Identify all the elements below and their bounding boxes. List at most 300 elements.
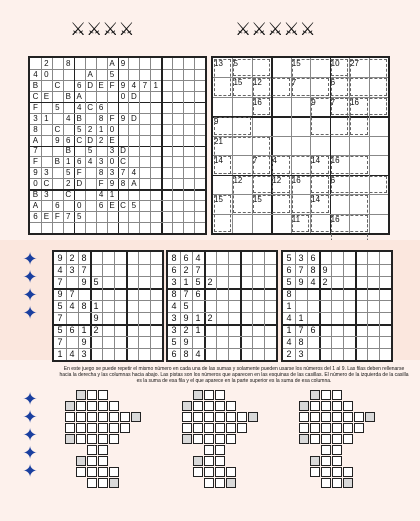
killer-clue: 11: [291, 214, 301, 224]
kakuro-cell[interactable]: [76, 412, 86, 422]
grid-cell-value: F: [33, 102, 38, 112]
kakuro-cell[interactable]: [321, 401, 331, 411]
kakuro-cell[interactable]: [299, 412, 309, 422]
grid-cell-value: B: [54, 157, 61, 167]
grid-cell-value: 6: [76, 80, 82, 90]
grid-cell-value: 2: [286, 348, 292, 359]
grid-cell-value: A: [32, 135, 39, 145]
kakuro-cell[interactable]: [310, 401, 320, 411]
killer-clue: 16: [252, 97, 262, 107]
kakuro-clue-cell: [343, 478, 353, 488]
kakuro-cell[interactable]: [321, 412, 331, 422]
grid-line: [204, 252, 206, 360]
grid-cell-value: 1: [195, 312, 201, 323]
grid-cell-value: 9: [55, 135, 60, 145]
kakuro-cell[interactable]: [109, 412, 119, 422]
kakuro-cell[interactable]: [215, 467, 225, 477]
grid-line: [343, 252, 344, 360]
grid-cell-value: 6: [171, 348, 177, 359]
kakuro-cell[interactable]: [237, 423, 247, 433]
grid-cell-value: 0: [109, 157, 115, 167]
killer-cage: [350, 98, 367, 135]
grid-cell-value: 7: [66, 212, 71, 222]
grid-line: [102, 252, 103, 360]
grid-cell-value: 4: [87, 157, 93, 167]
killer-clue: 27: [350, 59, 360, 68]
grid-cell-value: 8: [81, 300, 87, 311]
kakuro-cell[interactable]: [215, 478, 225, 488]
kakuro-cell[interactable]: [193, 434, 203, 444]
grid-cell-value: 9: [322, 264, 328, 275]
grid-cell-value: 3: [298, 348, 304, 359]
killer-cage: [331, 59, 348, 76]
grid-cell-value: A: [109, 58, 115, 68]
grid-cell-value: 2: [183, 264, 189, 275]
grid-cell-value: 8: [171, 288, 177, 299]
grid-line: [228, 252, 229, 360]
grid-cell-value: 5: [286, 252, 292, 263]
kakuro-cell[interactable]: [120, 412, 130, 422]
kakuro-cell[interactable]: [204, 423, 214, 433]
kakuro-cell[interactable]: [87, 478, 97, 488]
grid-cell-value: 4: [195, 348, 201, 359]
grid-line: [54, 312, 162, 313]
kakuro-cell[interactable]: [215, 423, 225, 433]
grid-cell-value: F: [109, 113, 115, 123]
killer-clue: 16: [291, 175, 301, 185]
grid-cell-value: 6: [195, 288, 201, 299]
grid-cell-value: 4: [286, 336, 292, 347]
kakuro-clue-cell: [299, 401, 309, 411]
grid-cell-value: 6: [76, 157, 82, 167]
killer-sudoku-grid: [211, 56, 390, 235]
grid-cell-value: 7: [69, 288, 75, 299]
grid-cell-value: 6: [55, 201, 60, 211]
grid-line: [216, 252, 217, 360]
grid-cell-value: C: [120, 157, 126, 167]
kakuro-cell[interactable]: [87, 390, 97, 400]
kakuro-cell[interactable]: [204, 401, 214, 411]
killer-cage: [331, 176, 387, 193]
kakuro-cell[interactable]: [299, 423, 309, 433]
kakuro-cell[interactable]: [109, 434, 119, 444]
kakuro-cell[interactable]: [332, 445, 342, 455]
grid-cell-value: 2: [207, 276, 213, 287]
grid-cell-value: 4: [171, 300, 177, 311]
grid-cell-value: D: [76, 179, 83, 189]
grid-cell-value: 0: [33, 179, 38, 189]
grid-cell-value: 1: [98, 124, 104, 134]
grid-cell-value: 6: [171, 264, 177, 275]
grid-cell-value: 0: [44, 69, 49, 79]
kakuro-cell[interactable]: [204, 467, 214, 477]
kakuro-cell[interactable]: [98, 401, 108, 411]
kakuro-cell[interactable]: [321, 423, 331, 433]
kakuro-clue-cell: [182, 434, 192, 444]
grid-cell-value: 7: [298, 264, 304, 275]
kakuro-cell[interactable]: [310, 434, 320, 444]
kakuro-cell[interactable]: [120, 423, 130, 433]
kakuro-cell[interactable]: [226, 412, 236, 422]
kakuro-cell[interactable]: [321, 445, 331, 455]
grid-cell-value: C: [87, 102, 94, 112]
kakuro-cell[interactable]: [343, 423, 353, 433]
grid-line: [367, 252, 368, 360]
grid-cell-value: A: [32, 201, 39, 211]
grid-cell-value: B: [65, 91, 71, 101]
killer-clue: 9: [311, 97, 316, 107]
grid-line: [355, 252, 357, 360]
killer-clue: 21: [214, 136, 223, 146]
kakuro-cell[interactable]: [310, 423, 320, 433]
grid-cell-value: 9: [57, 252, 63, 263]
kakuro-cell[interactable]: [226, 423, 236, 433]
grid-cell-value: 8: [183, 348, 189, 359]
grid-cell-value: 5: [286, 276, 292, 287]
kakuro-cell[interactable]: [204, 390, 214, 400]
grid-cell-value: 1: [195, 324, 201, 335]
grid-cell-value: 2: [69, 252, 75, 263]
kakuro-cell[interactable]: [204, 434, 214, 444]
kakuro-cell[interactable]: [332, 478, 342, 488]
kakuro-cell[interactable]: [98, 467, 108, 477]
killer-cage: [253, 195, 290, 212]
kakuro-cell[interactable]: [321, 456, 331, 466]
grid-line: [379, 252, 380, 360]
grid-cell-value: 2: [183, 324, 189, 335]
grid-cell-value: 8: [298, 336, 304, 347]
kakuro-cell[interactable]: [332, 423, 342, 433]
grid-cell-value: 2: [66, 179, 71, 189]
grid-cell-value: 7: [298, 324, 304, 335]
killer-clue: 12: [252, 78, 262, 88]
grid-cell-value: B: [32, 80, 39, 90]
grid-cell-value: 6: [98, 102, 104, 112]
grid-cell-value: 2: [87, 124, 93, 134]
grid-cell-value: 3: [171, 276, 177, 287]
grid-line: [30, 189, 205, 191]
kakuro-cell[interactable]: [215, 434, 225, 444]
kakuro-cell[interactable]: [76, 401, 86, 411]
grid-cell-value: 6: [33, 212, 38, 222]
kakuro-cell[interactable]: [87, 423, 97, 433]
grid-cell-value: 9: [120, 80, 126, 90]
grid-cell-value: 2: [44, 58, 49, 68]
grid-cell-value: 3: [81, 348, 87, 359]
kakuro-cell[interactable]: [332, 412, 342, 422]
grid-cell-value: 7: [57, 336, 63, 347]
grid-cell-value: 9: [81, 336, 87, 347]
grid-cell-value: C: [54, 80, 61, 90]
grid-cell-value: 3: [44, 168, 49, 178]
kakuro-cell[interactable]: [98, 390, 108, 400]
kakuro-1: [55, 385, 165, 495]
grid-cell-value: 2: [322, 276, 328, 287]
kakuro-cell[interactable]: [98, 412, 108, 422]
grid-line: [172, 58, 173, 233]
grid-line: [283, 300, 391, 301]
grid-cell-value: 5: [57, 324, 63, 335]
killer-cage: [214, 59, 231, 96]
grid-cell-value: 4: [98, 190, 104, 200]
grid-cell-value: 7: [142, 80, 148, 90]
killer-cage: [214, 195, 231, 232]
killer-clue: 13: [214, 59, 223, 68]
grid-line: [54, 276, 162, 277]
kakuro-cell[interactable]: [76, 434, 86, 444]
grid-cell-value: 2: [93, 324, 99, 335]
killer-clue: 15: [252, 195, 262, 205]
kakuro-2: [170, 385, 280, 495]
kakuro-cell[interactable]: [343, 412, 353, 422]
grid-cell-value: 9: [183, 312, 189, 323]
kakuro-cell[interactable]: [193, 467, 203, 477]
grid-line: [283, 288, 391, 290]
kakuro-cell[interactable]: [343, 467, 353, 477]
kakuro-cell[interactable]: [204, 412, 214, 422]
kakuro-cell[interactable]: [193, 412, 203, 422]
grid-cell-value: 3: [171, 312, 177, 323]
kakuro-cell[interactable]: [343, 434, 353, 444]
kakuro-clue-cell: [76, 456, 86, 466]
kakuro-cell[interactable]: [98, 434, 108, 444]
grid-line: [240, 252, 242, 360]
grid-cell-value: 5: [55, 102, 60, 112]
killer-cage: [292, 78, 329, 95]
grid-cell-value: 5: [76, 212, 82, 222]
kakuro-cell[interactable]: [76, 467, 86, 477]
grid-cell-value: 6: [98, 201, 104, 211]
grid-cell-value: 9: [120, 58, 126, 68]
kakuro-cell[interactable]: [226, 434, 236, 444]
kakuro-clue-cell: [310, 456, 320, 466]
kakuro-clue-cell: [193, 456, 203, 466]
kakuro-clue-cell: [109, 478, 119, 488]
grid-cell-value: 5: [57, 300, 63, 311]
instructions: En este juego se puede repetir el mismo número en cada una de las sumas y solamente pueden usarse los números del 1 al 9. Las filas deben rellenarse hacia la derecha y las columnas hacia abajo. Las pistas son los números que aparecen en las esquinas de las casillas. El número de la izquierda de la casilla es la suma de esa fila y el que aparece en la parte superior es la suma de esa columna.: [59, 366, 409, 384]
kakuro-cell[interactable]: [226, 467, 236, 477]
killer-cage: [331, 156, 368, 173]
grid-line: [150, 252, 151, 360]
kakuro-cell[interactable]: [237, 412, 247, 422]
grid-cell-value: 6: [69, 324, 75, 335]
grid-line: [252, 252, 253, 360]
kakuro-clue-cell: [131, 412, 141, 422]
grid-cell-value: 3: [98, 157, 104, 167]
grid-cell-value: F: [76, 168, 82, 178]
grid-line: [183, 58, 184, 233]
kakuro-cell[interactable]: [98, 478, 108, 488]
grid-cell-value: 4: [69, 348, 75, 359]
killer-cage: [292, 215, 309, 232]
grid-cell-value: B: [65, 146, 71, 156]
grid-line: [161, 58, 163, 233]
killer-clue: 16: [330, 214, 340, 224]
kakuro-cell[interactable]: [98, 456, 108, 466]
grid-cell-value: D: [87, 135, 94, 145]
sudoku-grid-3: [281, 250, 393, 362]
killer-clue: 12: [272, 175, 282, 185]
kakuro-cell[interactable]: [332, 456, 342, 466]
kakuro-cell[interactable]: [321, 478, 331, 488]
grid-cell-value: 4: [131, 80, 137, 90]
kakuro-cell[interactable]: [226, 401, 236, 411]
grid-cell-value: 1: [183, 276, 189, 287]
kakuro-cell[interactable]: [332, 467, 342, 477]
grid-cell-value: 4: [66, 113, 71, 123]
grid-cell-value: 3: [171, 324, 177, 335]
kakuro-cell[interactable]: [354, 412, 364, 422]
kakuro-cell[interactable]: [204, 445, 214, 455]
grid-cell-value: 8: [98, 113, 104, 123]
kakuro-clue-cell: [299, 434, 309, 444]
kakuro-cell[interactable]: [321, 434, 331, 444]
grid-cell-value: 9: [33, 168, 38, 178]
killer-clue: 14: [311, 156, 321, 166]
kakuro-cell[interactable]: [109, 423, 119, 433]
kakuro-cell[interactable]: [343, 401, 353, 411]
kakuro-cell[interactable]: [182, 423, 192, 433]
kakuro-cell[interactable]: [87, 456, 97, 466]
kakuro-cell[interactable]: [193, 423, 203, 433]
grid-cell-value: D: [131, 91, 137, 101]
ninja-silhouette-title-icon: ⚔⚔⚔⚔: [70, 19, 135, 39]
grid-cell-value: 9: [183, 336, 189, 347]
grid-cell-value: 0: [109, 124, 115, 134]
grid-cell-value: 0: [76, 201, 82, 211]
grid-cell-value: 5: [93, 276, 99, 287]
grid-cell-value: B: [76, 113, 82, 123]
grid-cell-value: D: [131, 113, 137, 123]
grid-line: [30, 222, 205, 223]
killer-clue: 15: [214, 195, 223, 205]
grid-cell-value: 6: [66, 135, 71, 145]
grid-line: [126, 252, 128, 360]
kakuro-cell[interactable]: [109, 467, 119, 477]
grid-line: [331, 252, 332, 360]
grid-cell-value: 1: [81, 324, 87, 335]
grid-cell-value: 1: [66, 157, 71, 167]
kakuro-clue-cell: [193, 390, 203, 400]
killer-clue: 7: [291, 78, 297, 88]
killer-clue: 15: [233, 78, 243, 88]
kakuro-cell[interactable]: [204, 478, 214, 488]
grid-cell-value: 8: [66, 58, 71, 68]
killer-cage: [214, 117, 251, 134]
killer-clue: 10: [330, 59, 340, 68]
grid-cell-value: 7: [57, 276, 63, 287]
grid-line: [264, 252, 265, 360]
grid-cell-value: C: [65, 190, 72, 200]
grid-cell-value: 3: [109, 168, 115, 178]
grid-cell-value: 5: [171, 336, 177, 347]
grid-cell-value: E: [43, 212, 50, 222]
kakuro-cell[interactable]: [215, 445, 225, 455]
kakuro-cell[interactable]: [87, 412, 97, 422]
kakuro-cell[interactable]: [193, 401, 203, 411]
kakuro-cell[interactable]: [332, 390, 342, 400]
kakuro-cell[interactable]: [65, 423, 75, 433]
kakuro-cell[interactable]: [87, 401, 97, 411]
grid-cell-value: E: [43, 91, 50, 101]
kakuro-cell[interactable]: [354, 423, 364, 433]
kakuro-cell[interactable]: [310, 467, 320, 477]
grid-cell-value: 8: [310, 264, 316, 275]
grid-cell-value: 7: [120, 168, 126, 178]
kakuro-cell[interactable]: [215, 412, 225, 422]
grid-cell-value: 1: [298, 312, 304, 323]
kakuro-cell[interactable]: [87, 445, 97, 455]
killer-clue: 14: [311, 195, 321, 205]
kakuro-cell[interactable]: [321, 467, 331, 477]
grid-cell-value: 0: [120, 91, 126, 101]
grid-cell-value: C: [43, 179, 50, 189]
grid-cell-value: 8: [171, 252, 177, 263]
grid-cell-value: 6: [310, 324, 316, 335]
kakuro-cell[interactable]: [65, 412, 75, 422]
grid-cell-value: 7: [195, 264, 201, 275]
grid-cell-value: 4: [195, 252, 201, 263]
grid-cell-value: F: [98, 179, 104, 189]
kakuro-cell[interactable]: [109, 401, 119, 411]
killer-clue: 6: [330, 175, 336, 185]
killer-clue: 12: [233, 175, 243, 185]
kakuro-cell[interactable]: [215, 390, 225, 400]
grid-cell-value: 3: [44, 190, 49, 200]
grid-cell-value: F: [33, 157, 38, 167]
kakuro-cell[interactable]: [98, 423, 108, 433]
sudoku-grid-1: [52, 250, 164, 362]
kakuro-cell[interactable]: [215, 456, 225, 466]
killer-clue: 6: [330, 78, 336, 88]
kakuro-cell[interactable]: [310, 412, 320, 422]
grid-cell-value: 4: [57, 264, 63, 275]
killer-cage: [214, 156, 231, 173]
side-title-middle: ✦ ✦ ✦ ✦: [22, 249, 38, 323]
kakuro-clue-cell: [182, 401, 192, 411]
hex-sudoku-grid: [28, 56, 207, 235]
kakuro-cell[interactable]: [204, 456, 214, 466]
kakuro-cell[interactable]: [76, 423, 86, 433]
kakuro-cell[interactable]: [321, 390, 331, 400]
grid-cell-value: E: [109, 201, 115, 211]
kakuro-3: [285, 385, 395, 495]
kakuro-cell[interactable]: [98, 445, 108, 455]
kakuro-cell[interactable]: [182, 412, 192, 422]
killer-clue: 16: [330, 156, 340, 166]
kakuro-cell[interactable]: [332, 401, 342, 411]
grid-cell-value: 5: [183, 300, 189, 311]
kakuro-cell[interactable]: [87, 467, 97, 477]
killer-clue: 9: [214, 117, 219, 127]
grid-cell-value: 9: [81, 276, 87, 287]
kakuro-cell[interactable]: [87, 434, 97, 444]
grid-cell-value: 7: [33, 146, 38, 156]
killer-clue: 7: [330, 97, 336, 107]
grid-cell-value: 1: [286, 300, 292, 311]
kakuro-cell[interactable]: [332, 434, 342, 444]
kakuro-clue-cell: [226, 478, 236, 488]
killer-clue: 5: [233, 59, 238, 68]
grid-cell-value: D: [120, 146, 126, 156]
grid-cell-value: 5: [131, 201, 137, 211]
grid-cell-value: A: [76, 91, 82, 101]
grid-cell-value: 8: [81, 252, 87, 263]
kakuro-cell[interactable]: [215, 401, 225, 411]
grid-cell-value: 7: [81, 264, 87, 275]
grid-cell-value: 8: [98, 168, 104, 178]
grid-cell-value: 4: [131, 168, 137, 178]
